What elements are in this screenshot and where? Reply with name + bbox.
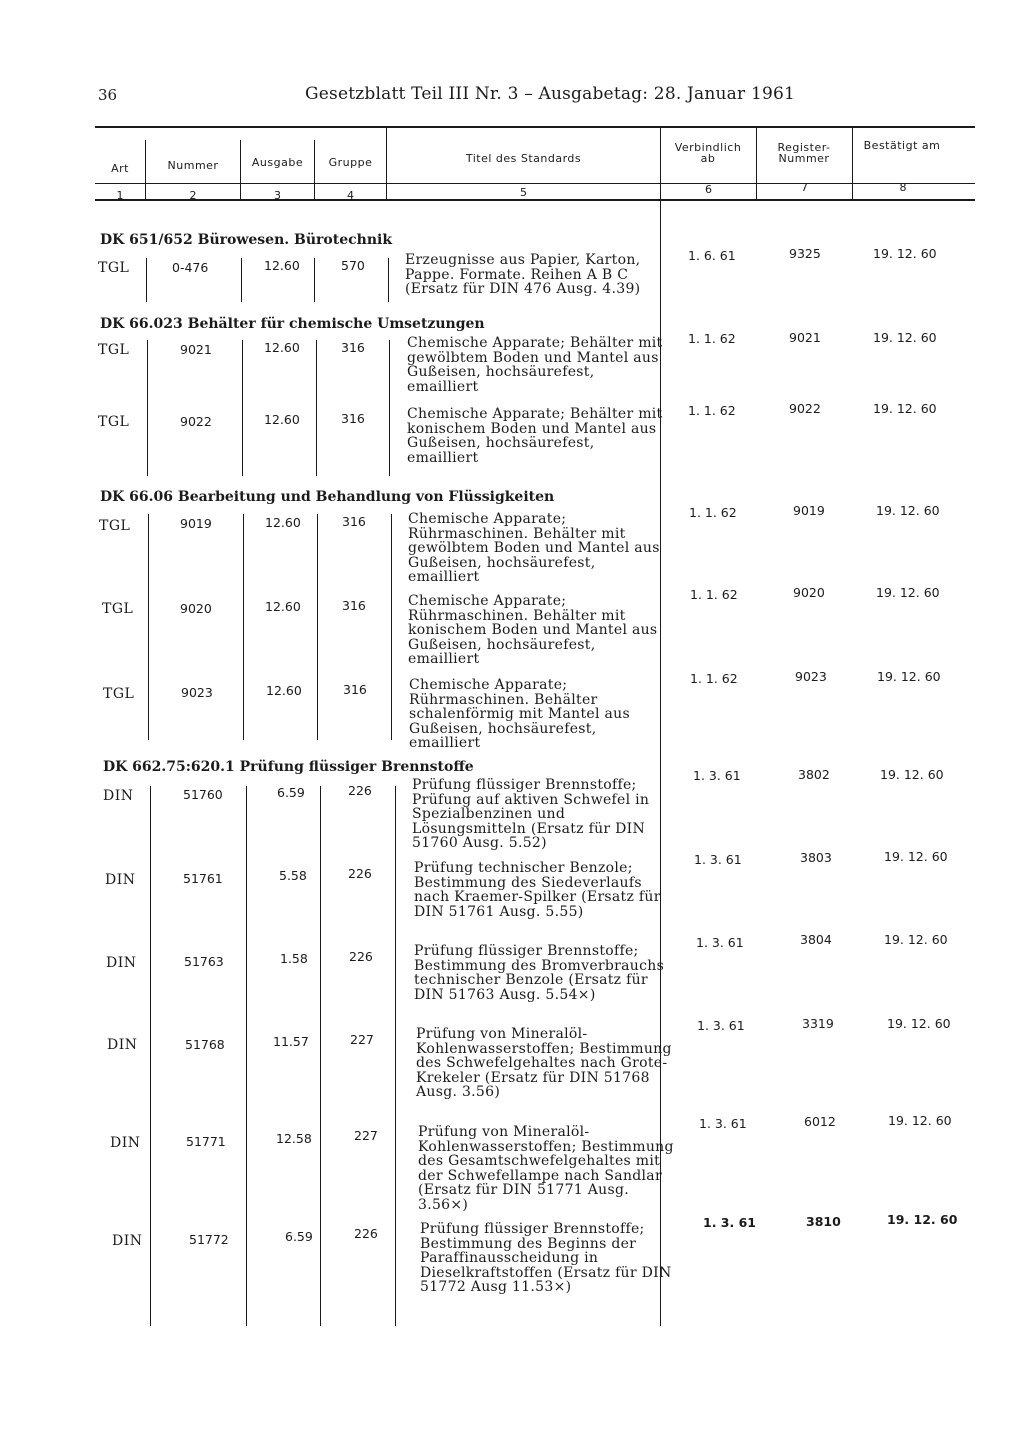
column-number: 6 [705, 183, 712, 196]
row-separator [317, 514, 318, 740]
cell-titel: Prüfung von Mineralöl-Kohlenwasserstoffen; Bestimmung des Gesamtschwefelgehaltes mit der Schwefellampe nach Sandlar (Ersatz für DIN 51771 Ausg. 3.56×) [418, 1124, 674, 1213]
column-number: 8 [899, 181, 907, 194]
column-number: 5 [520, 186, 527, 199]
section-heading: DK 662.75:620.1 Prüfung flüssiger Brennstoffe [103, 759, 474, 775]
column-number: 3 [274, 189, 281, 202]
column-number: 1 [116, 189, 124, 202]
cell-bestaetigt: 19. 12. 60 [884, 849, 948, 864]
row-separator [389, 340, 390, 476]
cell-bestaetigt: 19. 12. 60 [880, 767, 944, 782]
cell-art: DIN [105, 872, 136, 888]
page-title: Gesetzblatt Teil III Nr. 3 – Ausgabetag: 28. Januar 1961 [305, 84, 796, 104]
cell-bestaetigt: 19. 12. 60 [876, 585, 940, 600]
cell-register: 9325 [789, 246, 821, 261]
cell-register: 6012 [804, 1114, 836, 1129]
cell-register: 9019 [793, 503, 825, 518]
cell-nummer: 51772 [189, 1232, 229, 1247]
section-heading: DK 651/652 Bürowesen. Bürotechnik [100, 232, 393, 248]
column-header-art: Art [111, 162, 129, 175]
row-separator [314, 258, 315, 302]
row-separator [395, 786, 396, 1326]
cell-titel: Chemische Apparate; Behälter mit gewölbtem Boden und Mantel aus Gußeisen, hochsäurefest, emailliert [407, 335, 663, 395]
cell-bestaetigt: 19. 12. 60 [876, 503, 940, 518]
row-separator [316, 340, 317, 476]
cell-gruppe: 570 [341, 258, 365, 273]
cell-ausgabe: 12.60 [265, 599, 301, 614]
cell-art: DIN [112, 1233, 143, 1249]
cell-bestaetigt: 19. 12. 60 [873, 330, 937, 345]
cell-art: DIN [103, 788, 134, 804]
row-separator [146, 258, 147, 302]
cell-art: TGL [102, 601, 134, 617]
cell-art: TGL [99, 518, 131, 534]
cell-ausgabe: 5.58 [279, 868, 307, 883]
section-heading: DK 66.023 Behälter für chemische Umsetzungen [100, 316, 485, 332]
row-separator [148, 514, 149, 740]
cell-nummer: 9021 [180, 342, 212, 357]
cell-nummer: 51760 [183, 787, 223, 802]
row-separator [246, 786, 247, 1326]
cell-register: 3319 [802, 1016, 834, 1031]
cell-nummer: 9019 [180, 516, 212, 531]
cell-register: 3810 [806, 1214, 841, 1229]
cell-verbindlich: 1. 6. 61 [688, 248, 736, 263]
cell-art: DIN [106, 955, 137, 971]
row-separator [241, 258, 242, 302]
cell-register: 3802 [798, 767, 830, 782]
cell-nummer: 9020 [180, 601, 212, 616]
row-separator [388, 258, 389, 302]
cell-ausgabe: 6.59 [277, 785, 305, 800]
cell-art: TGL [98, 342, 130, 358]
cell-register: 9021 [789, 330, 821, 345]
row-separator [150, 786, 151, 1326]
cell-gruppe: 226 [348, 783, 372, 798]
column-number: 4 [347, 189, 354, 202]
column-header-verbindlich: Verbindlich ab [674, 141, 742, 165]
cell-verbindlich: 1. 1. 62 [688, 331, 736, 346]
column-header-titel: Titel des Standards [465, 152, 582, 165]
cell-gruppe: 316 [342, 514, 366, 529]
cell-verbindlich: 1. 3. 61 [696, 935, 744, 950]
cell-verbindlich: 1. 3. 61 [697, 1018, 745, 1033]
cell-bestaetigt: 19. 12. 60 [887, 1016, 951, 1031]
cell-art: TGL [98, 260, 130, 276]
cell-gruppe: 226 [354, 1226, 378, 1241]
cell-gruppe: 316 [341, 340, 365, 355]
cell-gruppe: 316 [342, 598, 366, 613]
cell-ausgabe: 12.60 [264, 258, 300, 273]
cell-gruppe: 226 [349, 949, 373, 964]
cell-bestaetigt: 19. 12. 60 [884, 932, 948, 947]
cell-gruppe: 226 [348, 866, 372, 881]
cell-titel: Chemische Apparate; Rührmaschinen. Behälter mit konischem Boden und Mantel aus Gußeisen, hochsäurefest, emailliert [408, 593, 658, 667]
cell-titel: Prüfung flüssiger Brennstoffe; Prüfung auf aktiven Schwefel in Spezialbenzinen und Lösungsmitteln (Ersatz für DIN 51760 Ausg. 5.52) [412, 777, 650, 851]
cell-ausgabe: 12.60 [265, 515, 301, 530]
cell-nummer: 51768 [185, 1037, 225, 1052]
cell-verbindlich: 1. 1. 62 [688, 403, 736, 418]
cell-art: TGL [98, 414, 130, 430]
cell-titel: Prüfung technischer Benzole; Bestimmung des Siedeverlaufs nach Kraemer-Spilker (Ersatz für DIN 51761 Ausg. 5.55) [414, 860, 661, 920]
cell-bestaetigt: 19. 12. 60 [887, 1212, 958, 1227]
cell-bestaetigt: 19. 12. 60 [873, 246, 937, 261]
cell-gruppe: 316 [341, 411, 365, 426]
cell-bestaetigt: 19. 12. 60 [888, 1113, 952, 1128]
cell-nummer: 9022 [180, 414, 212, 429]
cell-verbindlich: 1. 3. 61 [703, 1215, 756, 1230]
row-separator [243, 514, 244, 740]
column-number: 7 [801, 181, 808, 194]
row-separator [147, 340, 148, 476]
cell-gruppe: 227 [350, 1032, 374, 1047]
cell-nummer: 51763 [184, 954, 224, 969]
cell-nummer: 9023 [181, 685, 213, 700]
cell-ausgabe: 12.60 [266, 683, 302, 698]
page-number: 36 [98, 86, 118, 104]
cell-titel: Prüfung von Mineralöl-Kohlenwasserstoffen; Bestimmung des Schwefelgehaltes nach Grote-Krekeler (Ersatz für DIN 51768 Ausg. 3.56) [416, 1026, 672, 1100]
column-header-bestaetigt: Bestätigt am [863, 139, 941, 152]
cell-verbindlich: 1. 3. 61 [693, 768, 741, 783]
row-separator [391, 514, 392, 740]
cell-ausgabe: 6.59 [285, 1229, 313, 1244]
cell-titel: Chemische Apparate; Rührmaschinen. Behälter schalenförmig mit Mantel aus Gußeisen, hochsäurefest, emailliert [409, 677, 630, 751]
cell-art: DIN [107, 1037, 138, 1053]
header-rule-top [95, 126, 975, 128]
cell-art: TGL [103, 686, 135, 702]
cell-nummer: 51761 [183, 871, 223, 886]
cell-titel: Erzeugnisse aus Papier, Karton, Pappe. Formate. Reihen A B C (Ersatz für DIN 476 Ausg. 4.39) [405, 252, 641, 297]
column-header-gruppe: Gruppe [328, 156, 373, 169]
cell-bestaetigt: 19. 12. 60 [877, 669, 941, 684]
cell-titel: Prüfung flüssiger Brennstoffe; Bestimmung des Beginns der Paraffinausscheidung in Dieselkraftstoffen (Ersatz für DIN 51772 Ausg 11.53×) [420, 1221, 672, 1295]
cell-bestaetigt: 19. 12. 60 [873, 401, 937, 416]
cell-verbindlich: 1. 3. 61 [699, 1116, 747, 1131]
cell-register: 9023 [795, 669, 827, 684]
cell-gruppe: 227 [354, 1128, 378, 1143]
cell-register: 9022 [789, 401, 821, 416]
cell-nummer: 51771 [186, 1134, 226, 1149]
cell-ausgabe: 12.60 [264, 340, 300, 355]
cell-verbindlich: 1. 1. 62 [689, 505, 737, 520]
cell-gruppe: 316 [343, 682, 367, 697]
cell-verbindlich: 1. 1. 62 [690, 671, 738, 686]
cell-art: DIN [110, 1135, 141, 1151]
cell-ausgabe: 1.58 [280, 951, 308, 966]
column-header-nummer: Nummer [167, 159, 219, 172]
cell-ausgabe: 12.60 [264, 412, 300, 427]
cell-register: 3803 [800, 850, 832, 865]
cell-verbindlich: 1. 3. 61 [694, 852, 742, 867]
column-number: 2 [189, 189, 197, 202]
cell-ausgabe: 11.57 [273, 1034, 309, 1049]
column-header-ausgabe: Ausgabe [251, 156, 304, 169]
cell-register: 9020 [793, 585, 825, 600]
cell-titel: Chemische Apparate; Behälter mit konischem Boden und Mantel aus Gußeisen, hochsäurefest, emailliert [407, 406, 663, 466]
column-header-register: Register-Nummer [777, 141, 831, 165]
cell-titel: Chemische Apparate; Rührmaschinen. Behälter mit gewölbtem Boden und Mantel aus Gußeisen, hochsäurefest, emailliert [408, 511, 660, 585]
cell-titel: Prüfung flüssiger Brennstoffe; Bestimmung des Bromverbrauchs technischer Benzole (Ersatz für DIN 51763 Ausg. 5.54×) [414, 943, 665, 1003]
section-heading: DK 66.06 Bearbeitung und Behandlung von Flüssigkeiten [100, 489, 555, 505]
cell-nummer: 0-476 [172, 260, 209, 275]
cell-register: 3804 [800, 932, 832, 947]
cell-ausgabe: 12.58 [276, 1131, 312, 1146]
row-separator [320, 786, 321, 1326]
cell-verbindlich: 1. 1. 62 [690, 587, 738, 602]
row-separator [242, 340, 243, 476]
